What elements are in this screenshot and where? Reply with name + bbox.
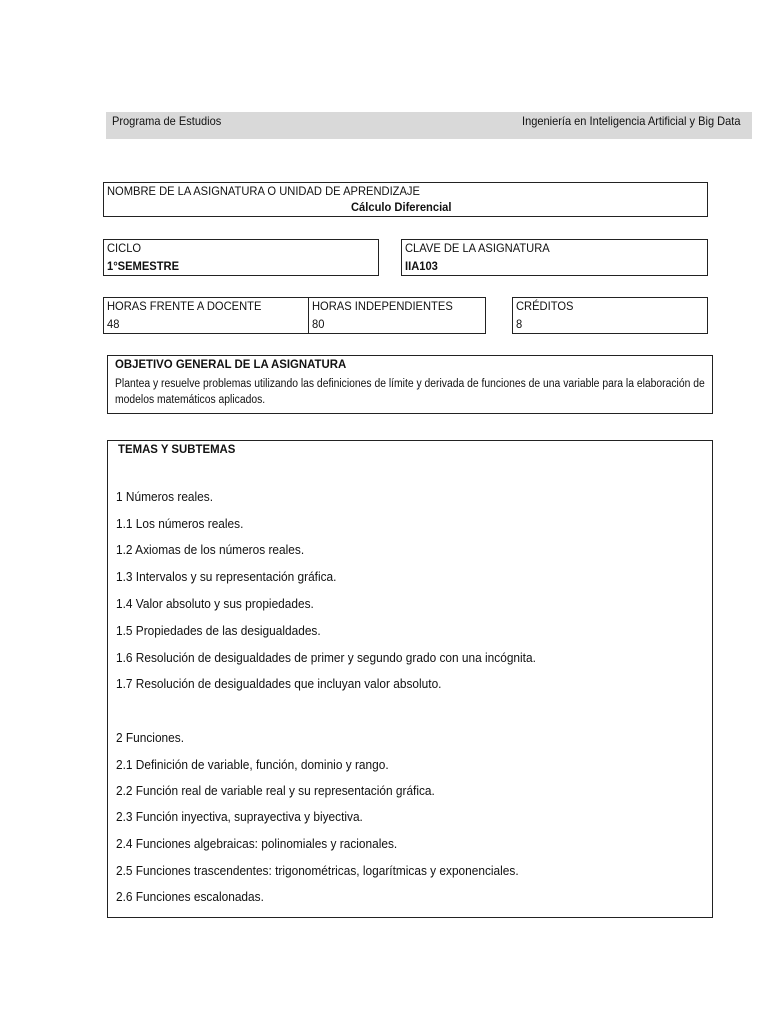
teacher-hours-value: 48 xyxy=(107,317,120,331)
topic-item: 2.4 Funciones algebraicas: polinomiales y racionales. xyxy=(116,837,398,851)
subject-name-box xyxy=(103,182,708,217)
independent-hours-value: 80 xyxy=(312,317,325,331)
credits-box xyxy=(512,297,708,334)
credits-value: 8 xyxy=(516,317,523,331)
topic-item: 2.6 Funciones escalonadas. xyxy=(116,890,264,904)
topics-box xyxy=(107,440,713,918)
objective-text: Plantea y resuelve problemas utilizando las definiciones de límite y derivada de funciones de una variable para la elaboración de modelos matemáticos aplicados. xyxy=(115,378,705,406)
topic-item: 1 Números reales. xyxy=(116,490,214,504)
teacher-hours-label: HORAS FRENTE A DOCENTE xyxy=(107,299,262,313)
topics-title: TEMAS Y SUBTEMAS xyxy=(118,442,236,456)
subject-code-box xyxy=(401,239,708,276)
program-label: Programa de Estudios xyxy=(112,114,222,128)
independent-hours-label: HORAS INDEPENDIENTES xyxy=(312,299,453,313)
topic-item: 1.4 Valor absoluto y sus propiedades. xyxy=(116,597,314,611)
document-header xyxy=(106,112,752,139)
independent-hours-cell xyxy=(309,298,485,333)
subject-code-label: CLAVE DE LA ASIGNATURA xyxy=(405,241,550,255)
topic-item: 2.3 Función inyectiva, suprayectiva y biyectiva. xyxy=(116,810,363,824)
subject-code-value: IIA103 xyxy=(405,259,438,273)
topic-item: 1.1 Los números reales. xyxy=(116,517,244,531)
topic-item: 2.2 Función real de variable real y su representación gráfica. xyxy=(116,784,435,798)
topic-item: 1.2 Axiomas de los números reales. xyxy=(116,543,305,557)
topic-item: 1.3 Intervalos y su representación gráfica. xyxy=(116,570,337,584)
topic-item: 2.5 Funciones trascendentes: trigonométricas, logarítmicas y exponenciales. xyxy=(116,864,519,878)
subject-name-label: NOMBRE DE LA ASIGNATURA O UNIDAD DE APRENDIZAJE xyxy=(107,184,420,198)
cycle-label: CICLO xyxy=(107,241,142,255)
teacher-hours-cell xyxy=(104,298,309,333)
cycle-box xyxy=(103,239,379,276)
career-name: Ingeniería en Inteligencia Artificial y Big Data xyxy=(521,114,740,128)
topic-item: 2.1 Definición de variable, función, dominio y rango. xyxy=(116,758,389,772)
subject-name-value: Cálculo Diferencial xyxy=(351,200,452,214)
objective-title: OBJETIVO GENERAL DE LA ASIGNATURA xyxy=(115,357,347,371)
topic-item: 2 Funciones. xyxy=(116,731,184,745)
objective-box xyxy=(107,355,713,414)
topic-item: 1.7 Resolución de desigualdades que incluyan valor absoluto. xyxy=(116,677,442,691)
credits-label: CRÉDITOS xyxy=(516,299,574,313)
topic-item: 1.6 Resolución de desigualdades de primer y segundo grado con una incógnita. xyxy=(116,651,536,665)
topic-item: 1.5 Propiedades de las desigualdades. xyxy=(116,624,321,638)
cycle-value: 1°SEMESTRE xyxy=(107,259,180,273)
hours-box xyxy=(103,297,486,334)
